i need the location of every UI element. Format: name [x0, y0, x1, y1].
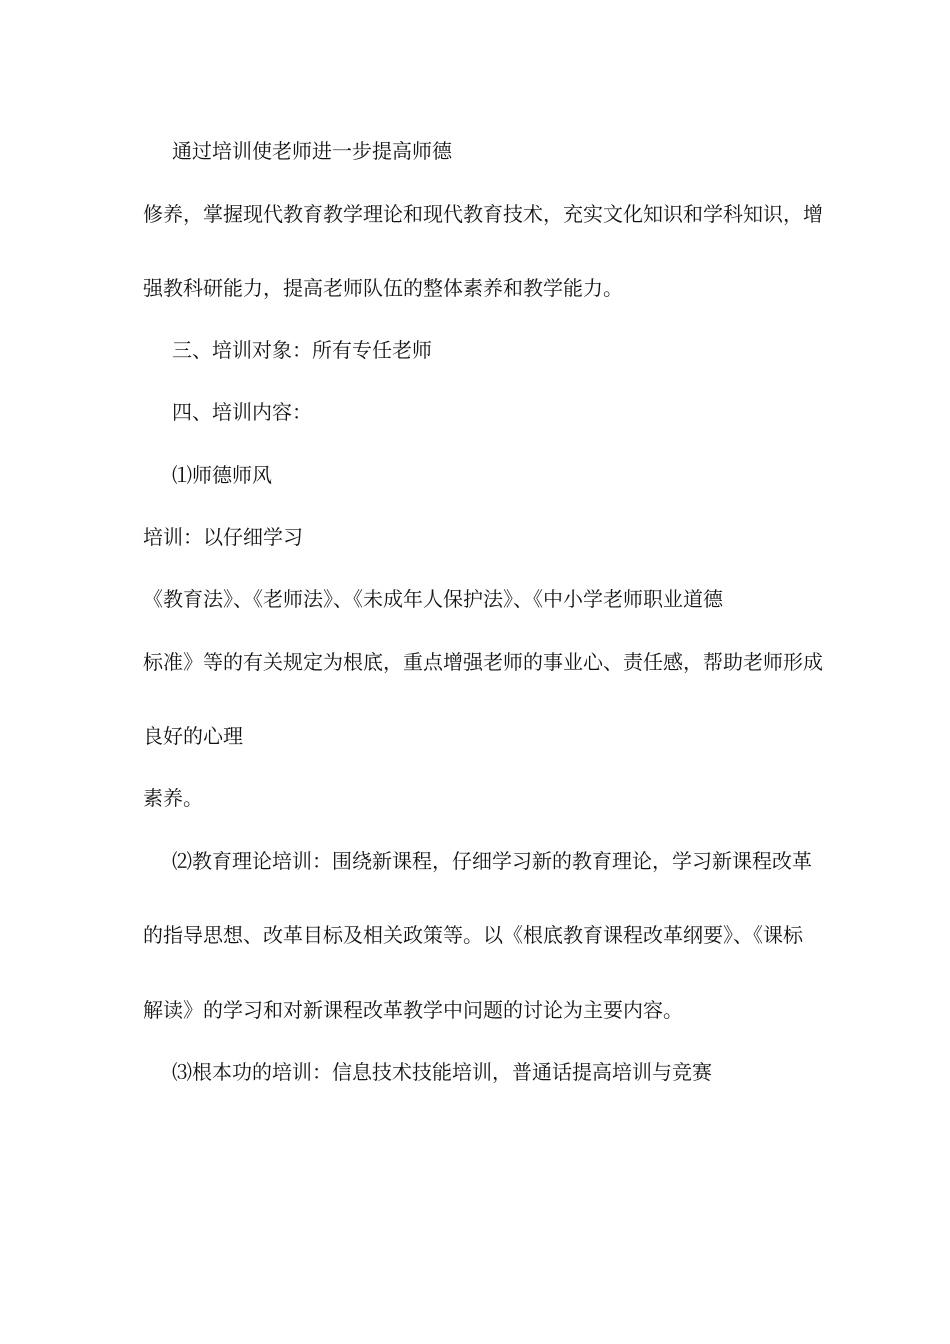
paragraph-line: 的指导思想、改革目标及相关政策等。以《根底教育课程改革纲要》、《课标 [143, 923, 803, 947]
paragraph-line: 通过培训使老师进一步提高师德 [172, 139, 452, 163]
paragraph-line: 强教科研能力，提高老师队伍的整体素养和教学能力。 [143, 276, 623, 300]
section-heading: 四、培训内容： [172, 400, 312, 424]
section-heading: 三、培训对象：所有专任老师 [172, 338, 432, 362]
paragraph-line: 《教育法》、《老师法》、《未成年人保护法》、《中小学老师职业道德 [143, 587, 723, 611]
paragraph-line: 良好的心理 [143, 724, 243, 748]
subsection-heading: ⑴师德师风 [172, 463, 272, 487]
subsection-heading: ⑶根本功的培训：信息技术技能培训，普通话提高培训与竞赛 [172, 1060, 712, 1084]
paragraph-line: 标准》等的有关规定为根底，重点增强老师的事业心、责任感，帮助老师形成 [143, 650, 823, 674]
paragraph-line: 培训：以仔细学习 [143, 525, 303, 549]
paragraph-line: 解读》的学习和对新课程改革教学中问题的讨论为主要内容。 [143, 998, 683, 1022]
paragraph-line: 修养，掌握现代教育教学理论和现代教育技术，充实文化知识和学科知识，增 [143, 202, 823, 226]
paragraph-line: 素养。 [143, 786, 203, 810]
subsection-heading: ⑵教育理论培训：围绕新课程，仔细学习新的教育理论，学习新课程改革 [172, 849, 812, 873]
